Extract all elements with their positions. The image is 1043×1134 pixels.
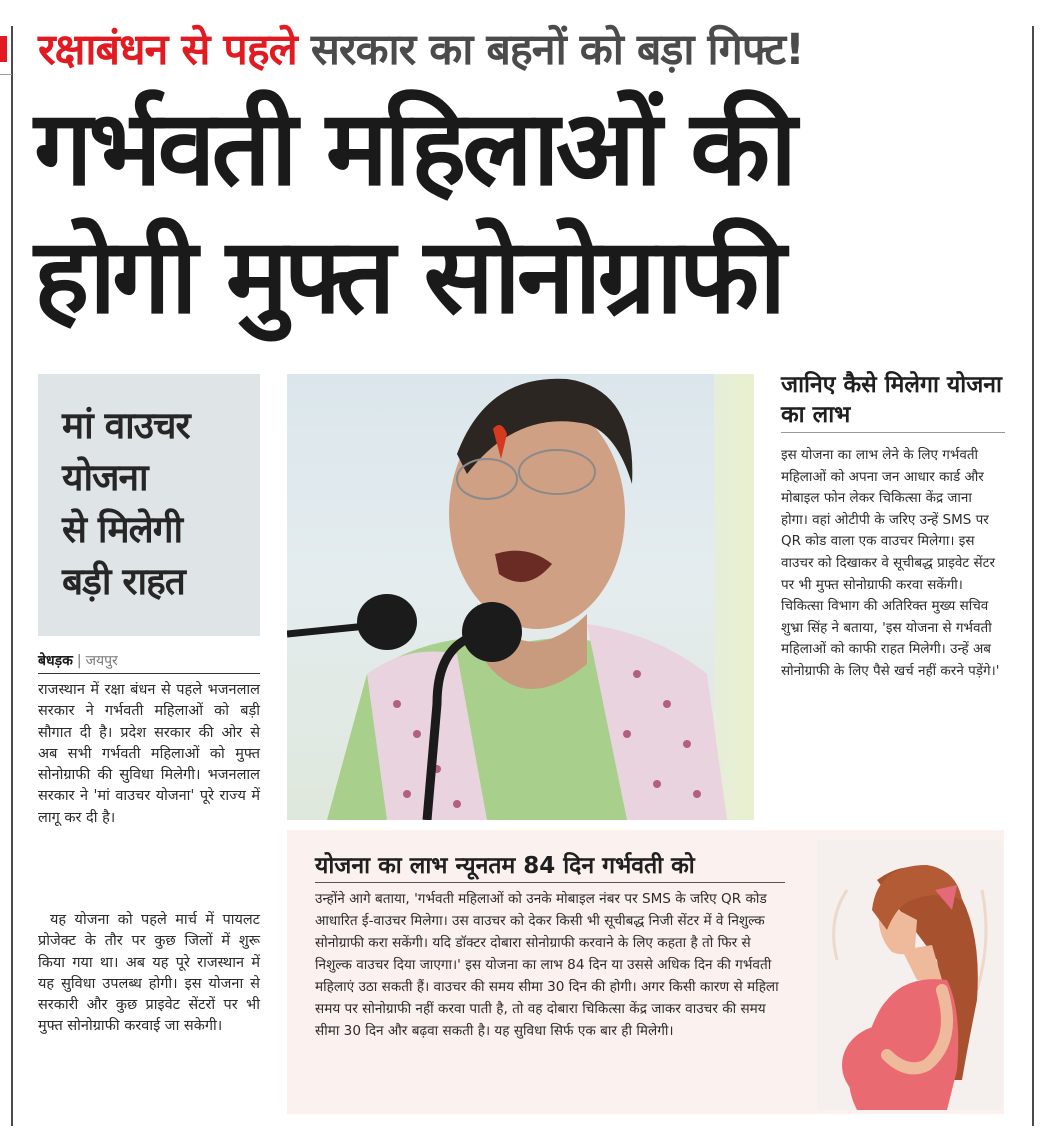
kicker-red-text: रक्षाबंधन से पहले bbox=[38, 25, 297, 75]
right-sidebar-heading: जानिए कैसे मिलेगा योजना का लाभ bbox=[781, 370, 1005, 433]
deck-box bbox=[38, 374, 260, 636]
deck-line: मां वाउचर bbox=[62, 404, 190, 447]
column-rule-left bbox=[11, 26, 13, 1126]
deck-line: योजना bbox=[62, 456, 148, 499]
deck-line: से मिलेगी bbox=[62, 508, 183, 551]
hairline-divider bbox=[0, 74, 12, 75]
pregnant-woman-illustration bbox=[817, 840, 1002, 1110]
pregnant-woman-icon bbox=[817, 840, 1002, 1110]
bottom-box-body: उन्होंने आगे बताया, 'गर्भवती महिलाओं को उनके मोबाइल नंबर पर SMS के जरिए QR कोड आधारित ई-वाउचर मिलेगा। उस वाउचर को देकर किसी भी सूचीबद्ध निजी सेंटर में वे निशुल्क सोनोग्राफी करा सकेंगी। यदि डॉक्टर दोबारा सोनोग्राफी करवाने के लिए कहता है तो फिर से निशुल्क वाउचर दिया जाएगा।' इस योजना का लाभ 84 दिन या उससे अधिक दिन की गर्भवती महिलाएं उठा सकती हैं। वाउचर की समय सीमा 30 दिन की होगी। अगर किसी कारण से महिला समय पर सोनोग्राफी नहीं करवा पाती है, तो वह दोबारा चिकित्सा केंद्र जाकर वाउचर की समय सीमा 30 दिन और बढ़वा सकती है। यह सुविधा सिर्फ एक बार ही मिलेगी। bbox=[315, 891, 779, 1039]
speaker-photo-icon bbox=[287, 374, 754, 820]
body-paragraph-2: यह योजना को पहले मार्च में पायलट प्रोजेक्ट के तौर पर कुछ जिलों में शुरू किया गया था। अब यह पूरे राजस्थान में यह सुविधा उपलब्ध होगी। इस योजना से सरकारी और कुछ प्राइवेट सेंटरों पर भी मुफ्त सोनोग्राफी करवाई जा सकेगी। bbox=[38, 912, 260, 1035]
bottom-box-heading: योजना का लाभ न्यूनतम 84 दिन गर्भवती को bbox=[315, 850, 785, 883]
news-photo bbox=[287, 374, 754, 820]
kicker-gray-text: सरकार का बहनों को बड़ा गिफ्ट! bbox=[310, 25, 804, 75]
main-headline-line-1: गर्भवती महिलाओं की bbox=[34, 87, 794, 209]
body-paragraph-1: राजस्थान में रक्षा बंधन से पहले भजनलाल सरकार ने गर्भवती महिलाओं को बड़ी सौगात दी है। प्रदेश सरकार की ओर से अब सभी गर्भवती महिलाओं को मुफ्त सोनोग्राफी की सुविधा मिलेगी। भजनलाल सरकार ने 'मां वाउचर योजना' पूरे राज्य में लागू कर दी है। bbox=[38, 682, 260, 826]
byline-city: जयपुर bbox=[85, 653, 118, 669]
byline-separator: | bbox=[76, 653, 82, 669]
kicker-headline bbox=[38, 18, 804, 82]
red-section-marker bbox=[0, 36, 7, 62]
bottom-info-box bbox=[287, 830, 1004, 1114]
byline bbox=[38, 650, 260, 674]
right-sidebar-body: इस योजना का लाभ लेने के लिए गर्भवती महिलाओं को अपना जन आधार कार्ड और मोबाइल फोन लेकर चिकित्सा केंद्र जाना होगा। वहां ओटीपी के जरिए उन्हें SMS पर QR कोड वाला एक वाउचर मिलेगा। इस वाउचर को दिखाकर वे सूचीबद्ध प्राइवेट सेंटर पर भी मुफ्त सोनोग्राफी करवा सकेंगी। चिकित्सा विभाग की अतिरिक्त मुख्य सचिव शुभ्रा सिंह ने बताया, 'इस योजना से गर्भवती महिलाओं को काफी राहत मिलेगी। उन्हें अब सोनोग्राफी के लिए पैसे खर्च नहीं करने पड़ेंगे।' bbox=[781, 447, 1000, 679]
right-sidebar bbox=[781, 370, 1003, 683]
byline-source: बेधड़क bbox=[38, 653, 73, 669]
deck-line: बड़ी राहत bbox=[62, 560, 185, 603]
column-rule-right bbox=[1032, 26, 1034, 1126]
main-headline-line-2: होगी मुफ्त सोनोग्राफी bbox=[34, 215, 783, 337]
